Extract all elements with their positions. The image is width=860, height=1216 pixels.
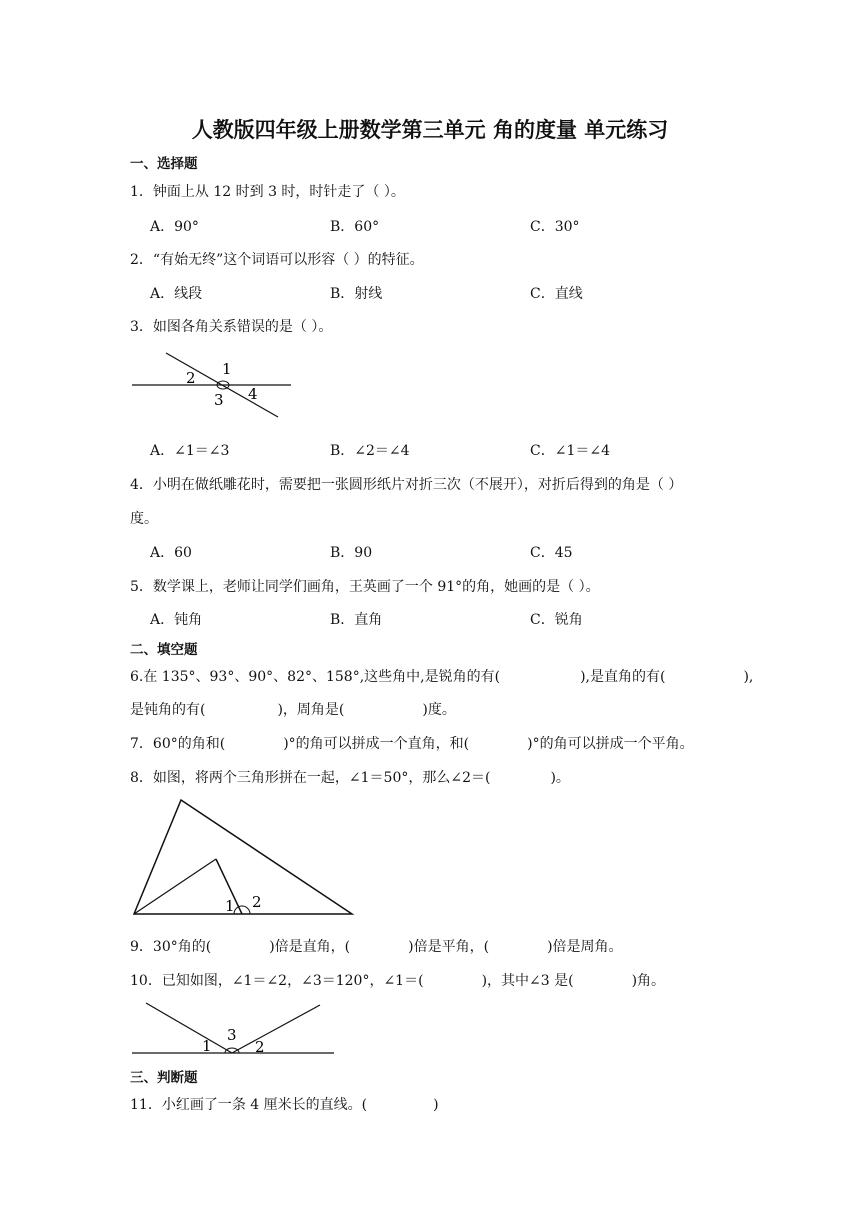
section-heading-choice: 一、选择题: [130, 156, 198, 172]
angle-label-2: 2: [186, 369, 196, 387]
angle-label-1: 1: [222, 360, 232, 378]
question-text: 9．30°角的(: [130, 939, 212, 955]
question-7: [130, 733, 694, 753]
option-c: C．直线: [530, 286, 583, 302]
question-text: 8．如图，将两个三角形拼在一起，∠1＝50°，那么∠2＝(: [130, 770, 491, 786]
question-8: [130, 767, 570, 787]
question-text: )倍是直角，(: [269, 939, 351, 955]
question-2: 2．“有始无终”这个词语可以形容（ ）的特征。: [130, 252, 424, 268]
inner-side: [134, 859, 216, 914]
question-text: 7．60°的角和(: [130, 736, 226, 752]
section-heading-fill: 二、填空题: [130, 642, 198, 658]
option-b: B．∠2＝∠4: [330, 443, 410, 459]
option-b: B．射线: [330, 286, 383, 302]
option-b: B．直角: [330, 612, 383, 628]
angle-label-2: 2: [252, 893, 262, 911]
question-text: )，周角是(: [277, 702, 345, 718]
question-1: 1．钟面上从 12 时到 3 时，时针走了（ ）。: [130, 184, 405, 200]
option-a: A．60: [150, 545, 192, 561]
question-text: ),: [743, 669, 754, 685]
question-text: 6.在 135°、93°、90°、82°、158°,这些角中,是锐角的有(: [130, 669, 501, 685]
page-title: 人教版四年级上册数学第三单元 角的度量 单元练习: [191, 118, 669, 142]
question-text: )。: [550, 770, 570, 786]
angle-label-1: 1: [225, 897, 235, 915]
option-c: C．45: [530, 545, 573, 561]
option-a: A．线段: [150, 286, 203, 302]
figure-angles-on-line: [128, 998, 338, 1058]
question-text: 11．小红画了一条 4 厘米长的直线。(: [130, 1097, 368, 1113]
question-3: 3．如图各角关系错误的是（ ）。: [130, 319, 333, 335]
question-5: 5．数学课上，老师让同学们画角，王英画了一个 91°的角，她画的是（ ）。: [130, 579, 600, 595]
question-text: )°的角可以拼成一个直角，和(: [283, 736, 470, 752]
question-text: )倍是平角，(: [408, 939, 490, 955]
question-11: [130, 1094, 439, 1114]
option-c: C．∠1＝∠4: [530, 443, 610, 459]
question-6-line-2: [130, 699, 456, 719]
question-text: )倍是周角。: [547, 939, 623, 955]
large-triangle: [134, 800, 352, 914]
option-b: B．90: [330, 545, 373, 561]
figure-intersecting-lines: [128, 348, 298, 423]
question-text: 10．已知如图，∠1＝∠2，∠3＝120°，∠1＝(: [130, 973, 424, 989]
question-text: )角。: [631, 973, 666, 989]
angle-label-2: 2: [255, 1038, 265, 1056]
angle-label-3: 3: [214, 391, 224, 409]
option-b: B．60°: [330, 219, 380, 235]
question-text: )，其中∠3 是(: [481, 973, 574, 989]
right-ray: [232, 1005, 320, 1053]
question-text: )°的角可以拼成一个平角。: [527, 736, 694, 752]
question-text: )度。: [422, 702, 456, 718]
angle-label-4: 4: [248, 385, 258, 403]
section-heading-judge: 三、判断题: [130, 1070, 198, 1086]
question-9: [130, 936, 623, 956]
question-10: [130, 970, 665, 990]
option-c: C．锐角: [530, 612, 583, 628]
question-text: ): [433, 1097, 439, 1113]
angle-label-3: 3: [227, 1026, 237, 1044]
question-text: ),是直角的有(: [580, 669, 666, 685]
option-c: C．30°: [530, 219, 580, 235]
option-a: A．∠1＝∠3: [150, 443, 230, 459]
option-a: A．90°: [150, 219, 199, 235]
angle-label-1: 1: [202, 1037, 212, 1055]
figure-two-triangles: [128, 796, 360, 920]
question-text: 是钝角的有(: [130, 702, 206, 718]
option-a: A．钝角: [150, 612, 203, 628]
question-6-line-1: [130, 666, 753, 686]
left-ray: [146, 1003, 232, 1053]
question-4-line-1: 4．小明在做纸雕花时，需要把一张圆形纸片对折三次（不展开），对折后得到的角是（ ）: [130, 477, 683, 493]
question-4-line-2: 度。: [130, 511, 158, 527]
